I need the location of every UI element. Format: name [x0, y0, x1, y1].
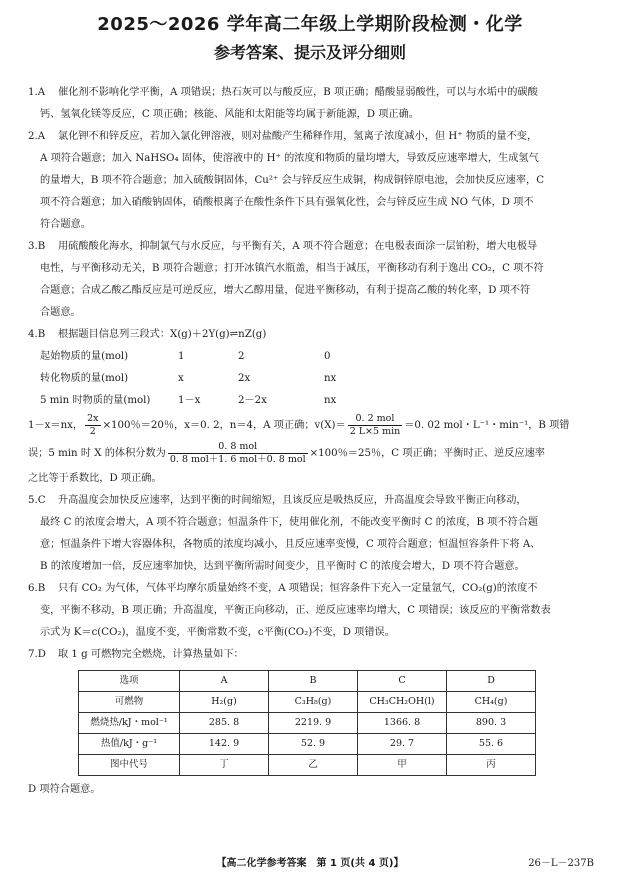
- table-cell: C₃H₈(g): [269, 692, 358, 713]
- explanation-line: 用硫酸酸化海水，抑制氯气与水反应，与平衡有关，A 项不符合题意；在电极表面涂一层铂粉，增大电极导: [58, 241, 538, 252]
- question-number: 1.A: [28, 87, 46, 98]
- heat-value-table: [78, 670, 536, 776]
- table-cell: 热值/kJ・g⁻¹: [79, 734, 180, 755]
- question-7: [28, 644, 598, 801]
- stage-label: 起始物质的量(mol): [40, 351, 129, 362]
- explanation-line: 之比等于系数比，D 项正确。: [28, 473, 162, 484]
- table-cell: 1366. 8: [358, 713, 447, 734]
- table-cell: CH₄(g): [447, 692, 536, 713]
- three-stage-table: [28, 346, 598, 412]
- page-title: 2025～2026 学年高二年级上学期阶段检测・化学: [97, 14, 523, 35]
- table-cell: 图中代号: [79, 755, 180, 776]
- explanation-line: 的量增大，B 项不符合题意；加入硫酸铜固体，Cu²⁺ 会与锌反应生成铜，构成铜锌原电池，会加快反应速率，C: [40, 175, 545, 186]
- table-cell: CH₃CH₂OH(l): [358, 692, 447, 713]
- table-cell: 甲: [358, 755, 447, 776]
- explanation-line: 最终 C 的浓度会增大，A 项不符合题意；恒温条件下，使用催化剂，不能改变平衡时 C 的浓度，B 项不符合题: [40, 517, 539, 528]
- explanation-line: 催化剂不影响化学平衡，A 项错误；热石灰可以与酸反应，B 项正确；醋酸显弱酸性，可以与水垢中的碳酸: [58, 87, 538, 98]
- stage-label: 转化物质的量(mol): [40, 373, 129, 384]
- answer-content: [28, 82, 598, 801]
- table-cell: 29. 7: [358, 734, 447, 755]
- explanation-line: 钙、氢氧化镁等反应，C 项正确；核能、风能和太阳能等均属于新能源，D 项正确。: [40, 109, 419, 120]
- table-header-row: [79, 671, 536, 692]
- table-cell: 52. 9: [269, 734, 358, 755]
- fraction: $\frac{2x}{2}$: [87, 412, 99, 437]
- table-row: [79, 734, 536, 755]
- stage-value: 1: [178, 351, 185, 362]
- question-number: 7.D: [28, 649, 46, 660]
- question-2: [28, 126, 598, 236]
- table-header-cell: B: [269, 671, 358, 692]
- fraction: $\frac{\text{0. 2 mol}}{2 L\times 5 \min}$: [349, 412, 401, 437]
- stage-value: 1－x: [178, 395, 201, 406]
- footer-page-info: 【高二化学参考答案 第 1 页(共 4 页)】: [216, 858, 404, 869]
- stage-value: 2: [238, 351, 245, 362]
- table-cell: 285. 8: [180, 713, 269, 734]
- explanation-line: 合题意。: [40, 307, 81, 318]
- footer-code: 26－L－237B: [528, 858, 594, 869]
- table-cell: 丁: [180, 755, 269, 776]
- table-row: [79, 692, 536, 713]
- question-4: [28, 324, 598, 490]
- explanation-line: 示式为 K＝c(CO₂)，温度不变，平衡常数不变，c平衡(CO₂)不变，D 项错误。: [40, 627, 395, 638]
- explanation-line: 合题意；合成乙酸乙酯反应是可逆反应，增大乙醇用量，促进平衡移动，有利于提高乙酸的转化率，D 项不符: [40, 285, 531, 296]
- table-cell: 2219. 9: [269, 713, 358, 734]
- table-cell: 142. 9: [180, 734, 269, 755]
- explanation-line: 意；恒温条件下增大容器体积，各物质的浓度均减小，且反应速率变慢，C 项符合题意；恒温恒容条件下将 A、: [40, 539, 541, 550]
- stage-value: 0: [324, 351, 331, 362]
- calculation-line: 1－x＝nx， $\frac{2x}{2}$ ×100％＝20％，x＝0. 2，n＝4，A 项正确；v(X)＝ $\frac{\text{0. 2 mol}}{2 L\times 5 \min}$ ＝0. 02 mol・L⁻¹・min⁻¹，B 项错: [28, 412, 570, 437]
- question-number: 5.C: [28, 495, 46, 506]
- explanation-line: 电性，与平衡移动无关，B 项符合题意；打开冰镇汽水瓶盖，相当于减压，平衡移动有利于逸出 CO₂，C 项不符: [40, 263, 544, 274]
- table-header-cell: D: [447, 671, 536, 692]
- explanation-line: 氯化钾不和锌反应，若加入氯化钾溶液，则对盐酸产生稀释作用，氢离子浓度减小，但 H⁺ 物质的量不变，: [58, 131, 538, 142]
- explanation-line: 项不符合题意；加入硝酸钠固体，硝酸根离子在酸性条件下具有强氧化性，会与锌反应生成 NO 气体，D 项不: [40, 197, 534, 208]
- stage-value: 2x: [238, 373, 251, 384]
- table-cell: 燃烧热/kJ・mol⁻¹: [79, 713, 180, 734]
- stage-value: x: [178, 373, 184, 384]
- explanation-line: 符合题意。: [40, 219, 91, 230]
- explanation-line: 升高温度会加快反应速率，达到平衡的时间缩短，且该反应是吸热反应，升高温度会导致平衡正向移动，: [58, 495, 527, 506]
- question-6: [28, 578, 598, 644]
- explanation-line: D 项符合题意。: [28, 784, 101, 795]
- question-number: 4.B: [28, 329, 46, 340]
- table-row: [79, 755, 536, 776]
- table-cell: 55. 6: [447, 734, 536, 755]
- question-number: 2.A: [28, 131, 46, 142]
- explanation-line: 只有 CO₂ 为气体，气体平均摩尔质量始终不变，A 项错误；恒容条件下充入一定量氩气，CO₂(g)的浓度不: [58, 583, 538, 594]
- explanation-line: B 的浓度增加一倍，反应速率加快，达到平衡所需时间变少，且平衡时 C 的浓度会增大，D 项不符合题意。: [40, 561, 525, 572]
- table-header-cell: 选项: [79, 671, 180, 692]
- table-cell: 可燃物: [79, 692, 180, 713]
- table-header-cell: C: [358, 671, 447, 692]
- question-number: 6.B: [28, 583, 46, 594]
- page-footer: [0, 854, 620, 870]
- question-5: [28, 490, 598, 578]
- stage-value: 2－2x: [238, 395, 267, 406]
- fraction: $\frac{\text{0. 8 mol}}{\text{0. 8 mol＋1. 6 mol＋0. 8 mol}}$: [169, 440, 306, 465]
- question-3: [28, 236, 598, 324]
- page-subtitle: 参考答案、提示及评分细则: [213, 43, 406, 62]
- calculation-line: 误；5 min 时 X 的体积分数为 $\frac{\text{0. 8 mol}}{\text{0. 8 mol＋1. 6 mol＋0. 8 mol}}$ ×100％＝25％，C 项正确；平衡时正、逆反应速率: [28, 440, 545, 465]
- explanation-line: 取 1 g 可燃物完全燃烧，计算热量如下：: [58, 649, 244, 660]
- table-cell: H₂(g): [180, 692, 269, 713]
- stage-value: nx: [324, 373, 337, 384]
- table-cell: 丙: [447, 755, 536, 776]
- stage-value: nx: [324, 395, 337, 406]
- table-header-cell: A: [180, 671, 269, 692]
- question-number: 3.B: [28, 241, 46, 252]
- explanation-line: A 项符合题意；加入 NaHSO₄ 固体，使溶液中的 H⁺ 的浓度和物质的量均增大，导致反应速率增大，生成氢气: [40, 153, 539, 164]
- explanation-line: 根据题目信息列三段式：X(g)＋2Y(g)⇌nZ(g): [58, 329, 267, 340]
- question-1: [28, 82, 598, 126]
- table-cell: 乙: [269, 755, 358, 776]
- table-cell: 890. 3: [447, 713, 536, 734]
- table-row: [79, 713, 536, 734]
- explanation-line: 变，平衡不移动，B 项正确；升高温度，平衡正向移动，正、逆反应速率均增大，C 项错误；该反应的平衡常数表: [40, 605, 551, 616]
- stage-label: 5 min 时物质的量(mol): [40, 395, 151, 406]
